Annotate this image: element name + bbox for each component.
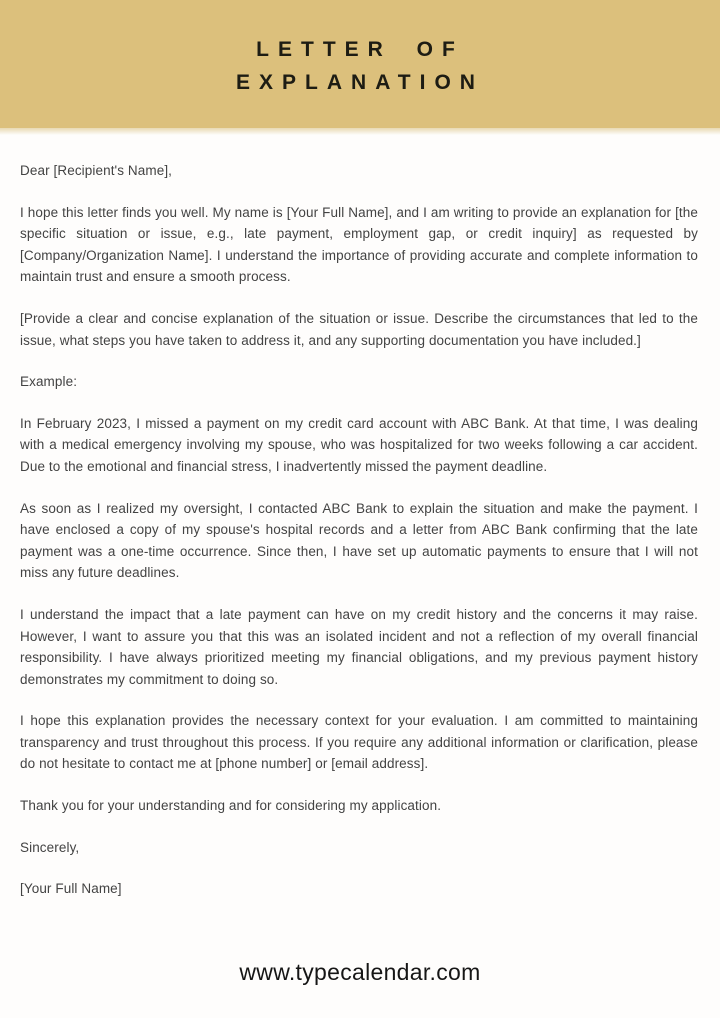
letter-body <box>0 128 720 958</box>
page-title <box>236 33 484 99</box>
signature-placeholder: [Your Full Name] <box>20 881 122 897</box>
example-label: Example: <box>20 374 78 390</box>
intro-paragraph: I hope this letter finds you well. My name is [Your Full Name], and I am writing to provide an explanation for [the specific situation or issue, e.g., late payment, employment gap, or credit inquiry] as requested by [Company/Organization Name]. I understand the importance of providing accurate and complete information to maintain trust and ensure a smooth process. <box>20 204 698 285</box>
footer <box>0 958 720 1018</box>
page-title-line-2: EXPLANATION <box>236 71 484 94</box>
example-paragraph-2: As soon as I realized my oversight, I contacted ABC Bank to explain the situation and make the payment. I have enclosed a copy of my spouse's hospital records and a letter from ABC Bank confirming that the late payment was a one-time occurrence. Since then, I have set up automatic payments to ensure that I will not miss any future deadlines. <box>20 500 698 581</box>
footer-site-url: www.typecalendar.com <box>239 959 481 985</box>
example-paragraph-1: In February 2023, I missed a payment on my credit card account with ABC Bank. At that time, I was dealing with a medical emergency involving my spouse, who was hospitalized for two weeks following a car accident. Due to the emotional and financial stress, I inadvertently missed the payment deadline. <box>20 415 698 474</box>
thanks-line: Thank you for your understanding and for considering my application. <box>20 798 442 814</box>
page-title-line-1: LETTER OF <box>256 38 464 61</box>
header-band <box>0 0 720 128</box>
salutation: Dear [Recipient's Name], <box>20 163 173 178</box>
situation-placeholder-paragraph: [Provide a clear and concise explanation of the situation or issue. Describe the circumstances that led to the issue, what steps you have taken to address it, and any supporting documentation you have included.] <box>20 310 698 348</box>
closing-paragraph: I hope this explanation provides the necessary context for your evaluation. I am committed to maintaining transparency and trust throughout this process. If you require any additional information or clarification, please do not hesitate to contact me at [phone number] or [email address]. <box>20 713 698 772</box>
signoff-line: Sincerely, <box>20 839 80 855</box>
impact-paragraph: I understand the impact that a late payment can have on my credit history and the concerns it may raise. However, I want to assure you that this was an isolated incident and not a reflection of my overall financial responsibility. I have always prioritized meeting my financial obligations, and my previous payment history demonstrates my commitment to doing so. <box>20 606 698 687</box>
